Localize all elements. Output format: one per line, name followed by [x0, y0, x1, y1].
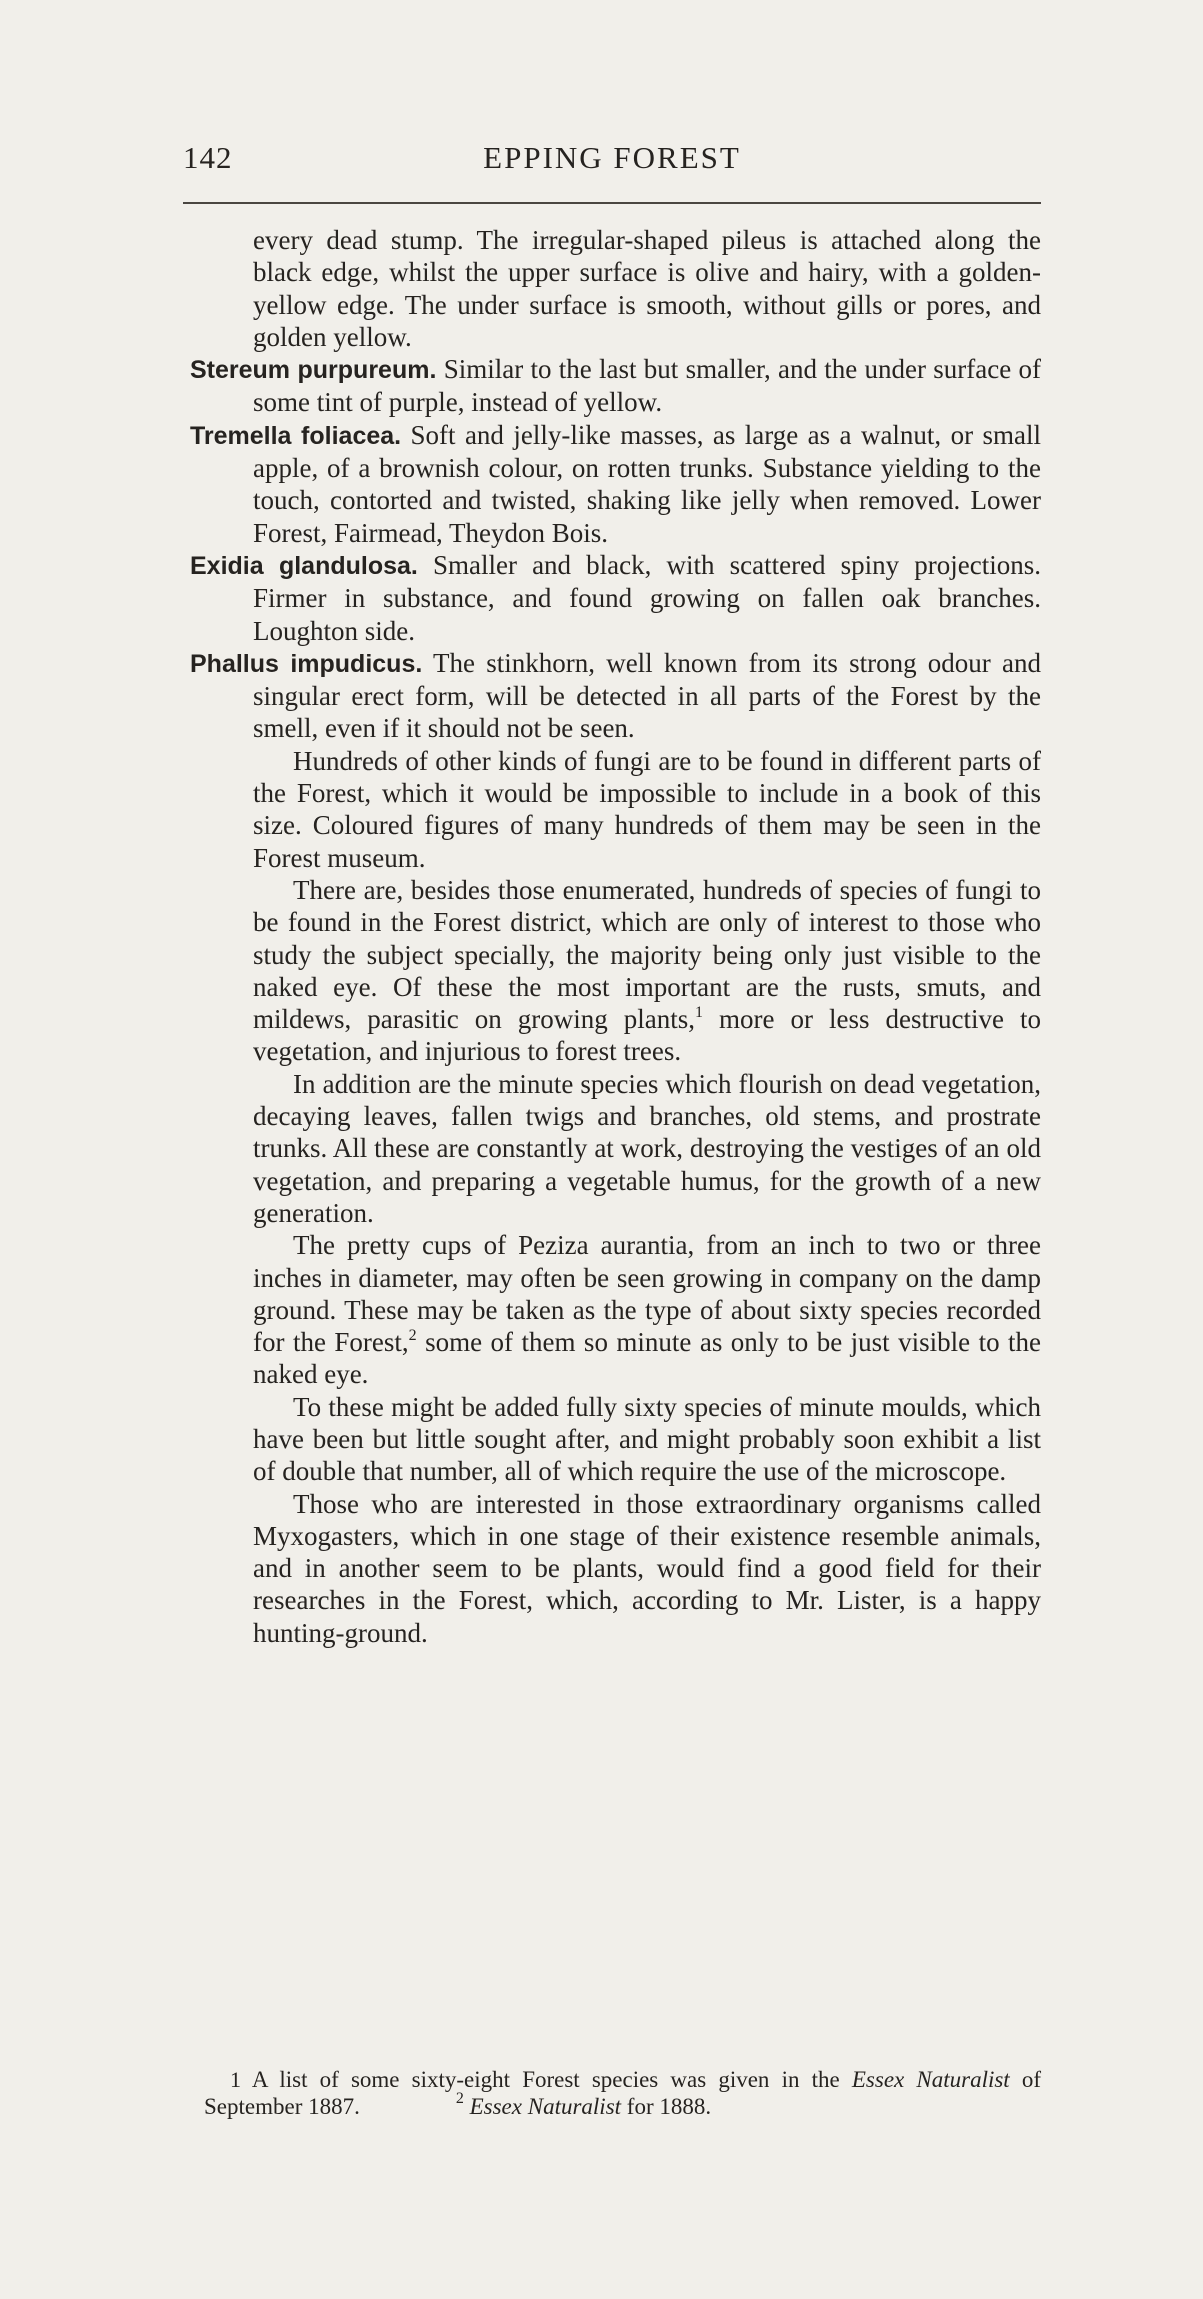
- paragraph-text: some of them so minute as only to be just visible to the naked eye.: [253, 1327, 1042, 1390]
- footnote-text: of September 1887.: [204, 2067, 1042, 2119]
- footnote-ref: 1: [695, 1004, 703, 1022]
- footnotes: [190, 2066, 1041, 2120]
- running-title: EPPING FOREST: [483, 140, 741, 175]
- paragraph-text: more or less destructive to vegetation, and injurious to forest trees.: [253, 1004, 1041, 1067]
- paragraph: [190, 1229, 1041, 1390]
- footnote: [430, 2090, 712, 2120]
- journal-title: Essex Naturalist: [851, 2067, 1010, 2092]
- footnote-ref: 2: [408, 1327, 417, 1345]
- footnote-number: 2: [455, 2090, 464, 2107]
- species-name: Phallus impudicus.: [190, 649, 423, 678]
- main-text: [190, 224, 1041, 1649]
- journal-title: Essex Naturalist: [469, 2094, 622, 2119]
- paragraph: Hundreds of other kinds of fungi are to be found in different parts of the Forest, which it would be impossible to include in a book of this size. Coloured figures of many hundreds of them may be seen in the Forest museum.: [253, 745, 1041, 873]
- footnote: [190, 2066, 1041, 2120]
- paragraph: To these might be added fully sixty species of minute moulds, which have been but little sought after, and might probably soon exhibit a list of double that number, all of which require the use of the microscope.: [253, 1391, 1041, 1487]
- species-description: Smaller and black, with scattered spiny projections. Firmer in substance, and found growing on fallen oak branches. Loughton side.: [253, 549, 1042, 646]
- paragraph: In addition are the minute species which flourish on dead vegetation, decaying leaves, fallen twigs and branches, old stems, and prostrate trunks. All these are constantly at work, destroying the vestiges of an old vegetation, and preparing a vegetable humus, for the growth of a new generation.: [253, 1068, 1041, 1228]
- page-number: 142: [183, 140, 233, 175]
- footnote-number: 1: [230, 2067, 241, 2092]
- species-description: Similar to the last but smaller, and the under surface of some tint of purple, instead of yellow.: [253, 354, 1041, 418]
- species-description: The stinkhorn, well known from its strong odour and singular erect form, will be detected in all parts of the Forest by the smell, even if it should not be seen.: [253, 647, 1041, 744]
- species-entry: [190, 353, 1041, 419]
- continued-paragraph: every dead stump. The irregular-shaped pileus is attached along the black edge, whilst the upper surface is olive and hairy, with a golden-yellow edge. The under surface is smooth, without gills or pores, and golden yellow.: [253, 225, 1041, 352]
- paragraph-text: The pretty cups of Peziza aurantia, from an inch to two or three inches in diameter, may often be seen growing in company on the damp ground. These may be taken as the type of about sixty species recorded for the Forest,: [253, 1230, 1041, 1358]
- species-name: Exidia glandulosa.: [190, 551, 418, 580]
- species-name: Stereum purpureum.: [190, 356, 437, 385]
- species-name: Tremella foliacea.: [190, 421, 402, 450]
- paragraph: [190, 874, 1041, 1068]
- species-entry: [190, 419, 1041, 549]
- running-header: [183, 140, 1041, 184]
- footnote-text: for 1888.: [626, 2094, 712, 2119]
- paragraph-text: There are, besides those enumerated, hundreds of species of fungi to be found in the Forest district, which are only of interest to those who study the subject specially, the majority being only just visible to the naked eye. Of these the most important are the rusts, smuts, and mildews, parasitic on growing plants,: [253, 874, 1041, 1035]
- species-description: Soft and jelly-like masses, as large as a walnut, or small apple, of a brownish colour, on rotten trunks. Substance yielding to the touch, contorted and twisted, shaking like jelly when removed. Lower Forest, Fairmead, Theydon Bois.: [253, 419, 1041, 548]
- header-rule: [183, 202, 1041, 204]
- species-entry: [190, 549, 1041, 647]
- species-entry: [190, 647, 1041, 745]
- footnote-text: A list of some sixty-eight Forest species was given in the: [251, 2067, 840, 2092]
- paragraph: Those who are interested in those extraordinary organisms called Myxogasters, which in one stage of their existence resemble animals, and in another seem to be plants, would find a good field for their researches in the Forest, which, according to Mr. Lister, is a happy hunting-ground.: [253, 1488, 1041, 1648]
